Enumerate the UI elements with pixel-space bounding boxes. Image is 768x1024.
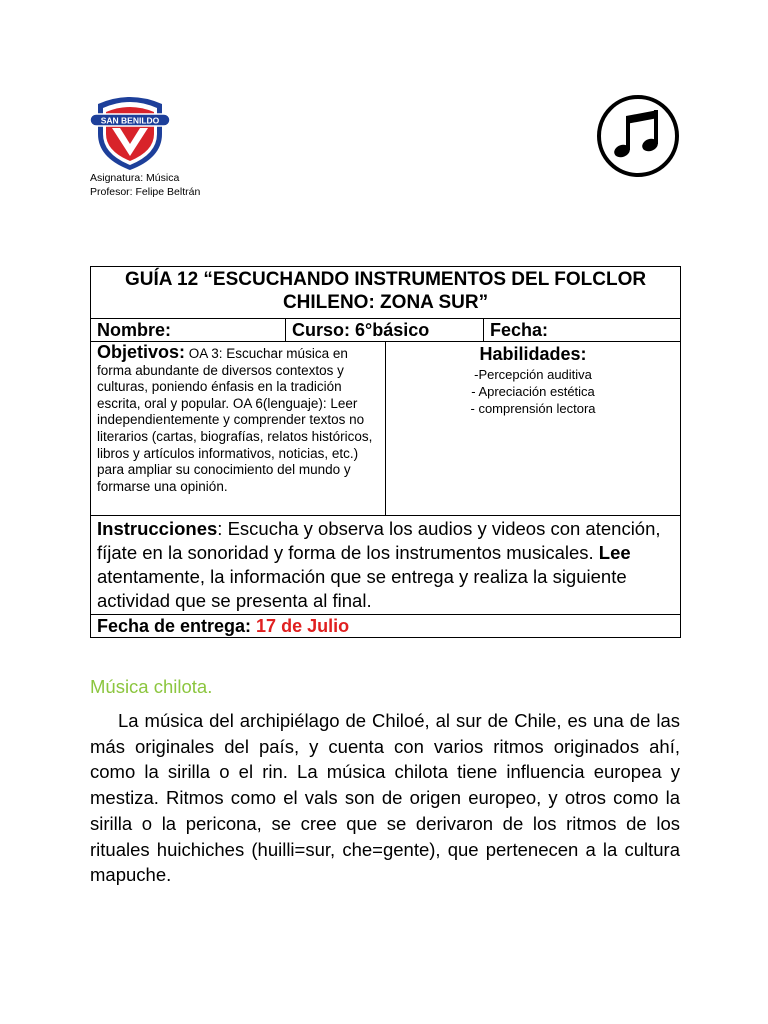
course-label: Curso: 6°básico — [286, 319, 484, 342]
school-shield-logo — [90, 94, 170, 172]
teacher-label: Profesor: Felipe Beltrán — [90, 186, 201, 198]
date-field-label: Fecha: — [484, 319, 681, 342]
skill-item: - comprensión lectora — [470, 401, 596, 416]
skills-cell — [386, 342, 681, 516]
instructions-cell — [91, 516, 681, 615]
skill-item: -Percepción auditiva — [474, 367, 592, 382]
skills-label: Habilidades: — [479, 344, 587, 364]
guide-table — [90, 266, 681, 638]
objectives-text: OA 3: Escuchar música en forma abundante de diversos contextos y culturas, poniendo énfasis en la tradición escrita, oral y popular. OA 6(lenguaje): Leer independientemente y comprender textos no literarios (cartas, biografías, relatos históricos, libros y artículos informativos, noticias, etc.) para ampliar su conocimiento del mundo y formarse una opinión. — [97, 346, 373, 494]
music-note-icon — [596, 94, 680, 178]
skill-item: - Apreciación estética — [471, 384, 595, 399]
instructions-label: Instrucciones — [97, 518, 218, 539]
due-date-label: Fecha de entrega: — [97, 616, 257, 636]
name-field-label: Nombre: — [91, 319, 286, 342]
section-title: Música chilota. — [90, 676, 213, 697]
objectives-cell — [91, 342, 386, 516]
section-paragraph: La música del archipiélago de Chiloé, al sur de Chile, es una de las más originales del país, y cuenta con varios ritmos originados ahí, como la sirilla o el rin. La música chilota tiene influencia europea y mestiza. Ritmos como el vals son de origen europeo, y otros como la sirilla o la pericona, se cree que se derivaron de los ritmos de los rituales huichiches (huilli=sur, che=gente), que pertenecen a la cultura mapuche. — [90, 710, 680, 886]
guide-title: GUÍA 12 “ESCUCHANDO INSTRUMENTOS DEL FOLCLOR CHILENO: ZONA SUR” — [91, 267, 681, 319]
svg-text:SAN BENILDO: SAN BENILDO — [100, 115, 160, 126]
due-date-value: 17 de Julio — [256, 616, 350, 636]
due-date-cell — [91, 615, 681, 638]
instructions-text-2: atentamente, la información que se entrega y realiza la siguiente actividad que se presenta al final. — [97, 566, 627, 611]
subject-label: Asignatura: Música — [90, 172, 180, 184]
objectives-label: Objetivos: — [97, 342, 186, 362]
instructions-lee: Lee — [598, 542, 631, 563]
instructions-text: : Escucha y observa los audios y videos con atención, fíjate en la sonoridad y forma de los instrumentos musicales. — [97, 518, 661, 563]
